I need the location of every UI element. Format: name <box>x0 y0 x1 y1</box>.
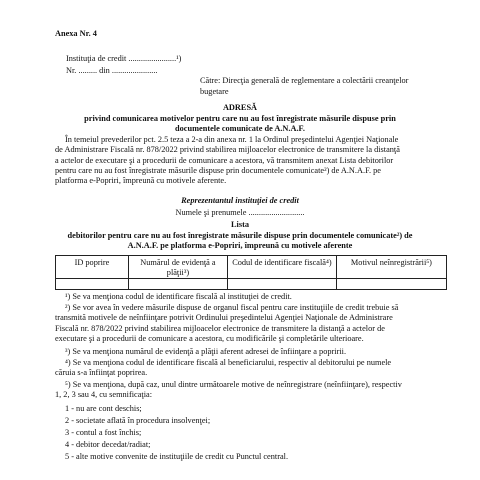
footnote-line: ²) Se vor avea în vedere măsurile dispuse de organul fiscal pentru care instituţiile de credit trebuie să <box>65 303 399 312</box>
table-header-row <box>56 256 447 279</box>
footnote-line: Fiscală nr. 878/2022 privind stabilirea mijloacelor electronice de transmitere la distanţă a actelor de <box>55 323 385 333</box>
reason-item: 3 - contul a fost închis; <box>65 428 142 437</box>
annex-title: Anexa Nr. 4 <box>55 29 97 38</box>
footnote-5 <box>55 380 449 401</box>
column-header: Codul de identificare fiscală⁴) <box>227 256 336 279</box>
reason-item: 1 - nu are cont deschis; <box>65 404 142 413</box>
address-subtitle: documentele comunicate de A.N.A.F. <box>175 124 305 133</box>
footnote-3: ³) Se va menţiona numărul de evidenţă a plăţii aferent adresei de înfiinţare a popririi. <box>65 347 347 356</box>
footnote-line: căruia s-a înfiinţat poprirea. <box>55 368 148 378</box>
footnote-line: ⁵) Se va menţiona, după caz, unul dintre următoarele motive de neînregistrare (neînfiinţare), respectiv <box>65 380 402 389</box>
footnote-line: 1, 2, 3 sau 4, cu semnificaţia: <box>55 390 153 400</box>
list-subtitle: debitorilor pentru care nu au fost înregistrate măsurile dispuse prin documentele comunicate²) de <box>67 231 413 240</box>
footnote-2 <box>55 303 449 344</box>
table-cell <box>56 279 129 290</box>
body-line: pentru care nu au fost înregistrate măsurile dispuse prin documentele comunicate²) de A.N.A.F. pe <box>55 165 381 175</box>
column-header: Motivul neînregistrării⁵) <box>336 256 446 279</box>
list-subtitle: A.N.A.F. pe platforma e-Popriri, împreună cu motivele aferente <box>127 241 353 250</box>
number-line: Nr. ......... din ...................... <box>66 66 158 75</box>
table-cell <box>128 279 227 290</box>
table-cell <box>227 279 336 290</box>
body-line: a actelor de executare şi a procedurii de comunicare a acestora, vă transmitem anexat Lista debitorilor <box>55 155 394 165</box>
body-line: În temeiul prevederilor pct. 2.5 teza a 2-a din anexa nr. 1 la Ordinul preşedintelui Agenţiei Naţionale <box>65 135 399 144</box>
address-body <box>55 135 449 186</box>
address-title: ADRESĂ <box>222 103 258 112</box>
debtors-table <box>55 255 447 290</box>
reason-item: 2 - societate aflată în procedura insolvenţei; <box>65 416 211 425</box>
footnote-line: transmită motivele de neînfiinţare potrivit Ordinului preşedintelui Agenţiei Naţionale de Administrare <box>55 313 393 323</box>
institution-line: Instituţia de credit .......................¹) <box>66 54 182 63</box>
footnote-divider <box>55 289 175 290</box>
representative-heading: Reprezentantul instituţiei de credit <box>181 196 299 205</box>
footnote-4 <box>55 358 449 379</box>
reason-item: 5 - alte motive convenite de instituţiile de credit cu Punctul central. <box>65 452 289 461</box>
body-line: platforma e-Popriri, împreună cu motivele aferente. <box>55 176 227 186</box>
addressee-line: bugetare <box>200 87 229 96</box>
table-row <box>56 279 447 290</box>
table-cell <box>336 279 446 290</box>
column-header: ID poprire <box>56 256 129 279</box>
column-header: Numărul de evidenţă a plăţii³) <box>128 256 227 279</box>
name-line: Numele şi prenumele ........................... <box>175 208 305 217</box>
address-subtitle: privind comunicarea motivelor pentru care nu au fost înregistrate măsurile dispuse prin <box>84 114 396 123</box>
list-title: Lista <box>231 220 249 229</box>
footnote-line: executare şi a procedurii de comunicare a acestora, cu modificările şi completările ulterioare. <box>55 333 364 343</box>
addressee-line: Către: Direcţia generală de reglementare a colectării creanţelor <box>200 76 409 85</box>
footnote-1: ¹) Se va menţiona codul de identificare fiscală al instituţiei de credit. <box>65 292 292 301</box>
footnote-line: ⁴) Se va menţiona codul de identificare fiscală al beneficiarului, respectiv al debitorului pe numele <box>65 358 392 367</box>
body-line: de Administrare Fiscală nr. 878/2022 privind stabilirea mijloacelor electronice de transmitere la distanţă <box>55 145 400 155</box>
reason-item: 4 - debitor decedat/radiat; <box>65 440 151 449</box>
